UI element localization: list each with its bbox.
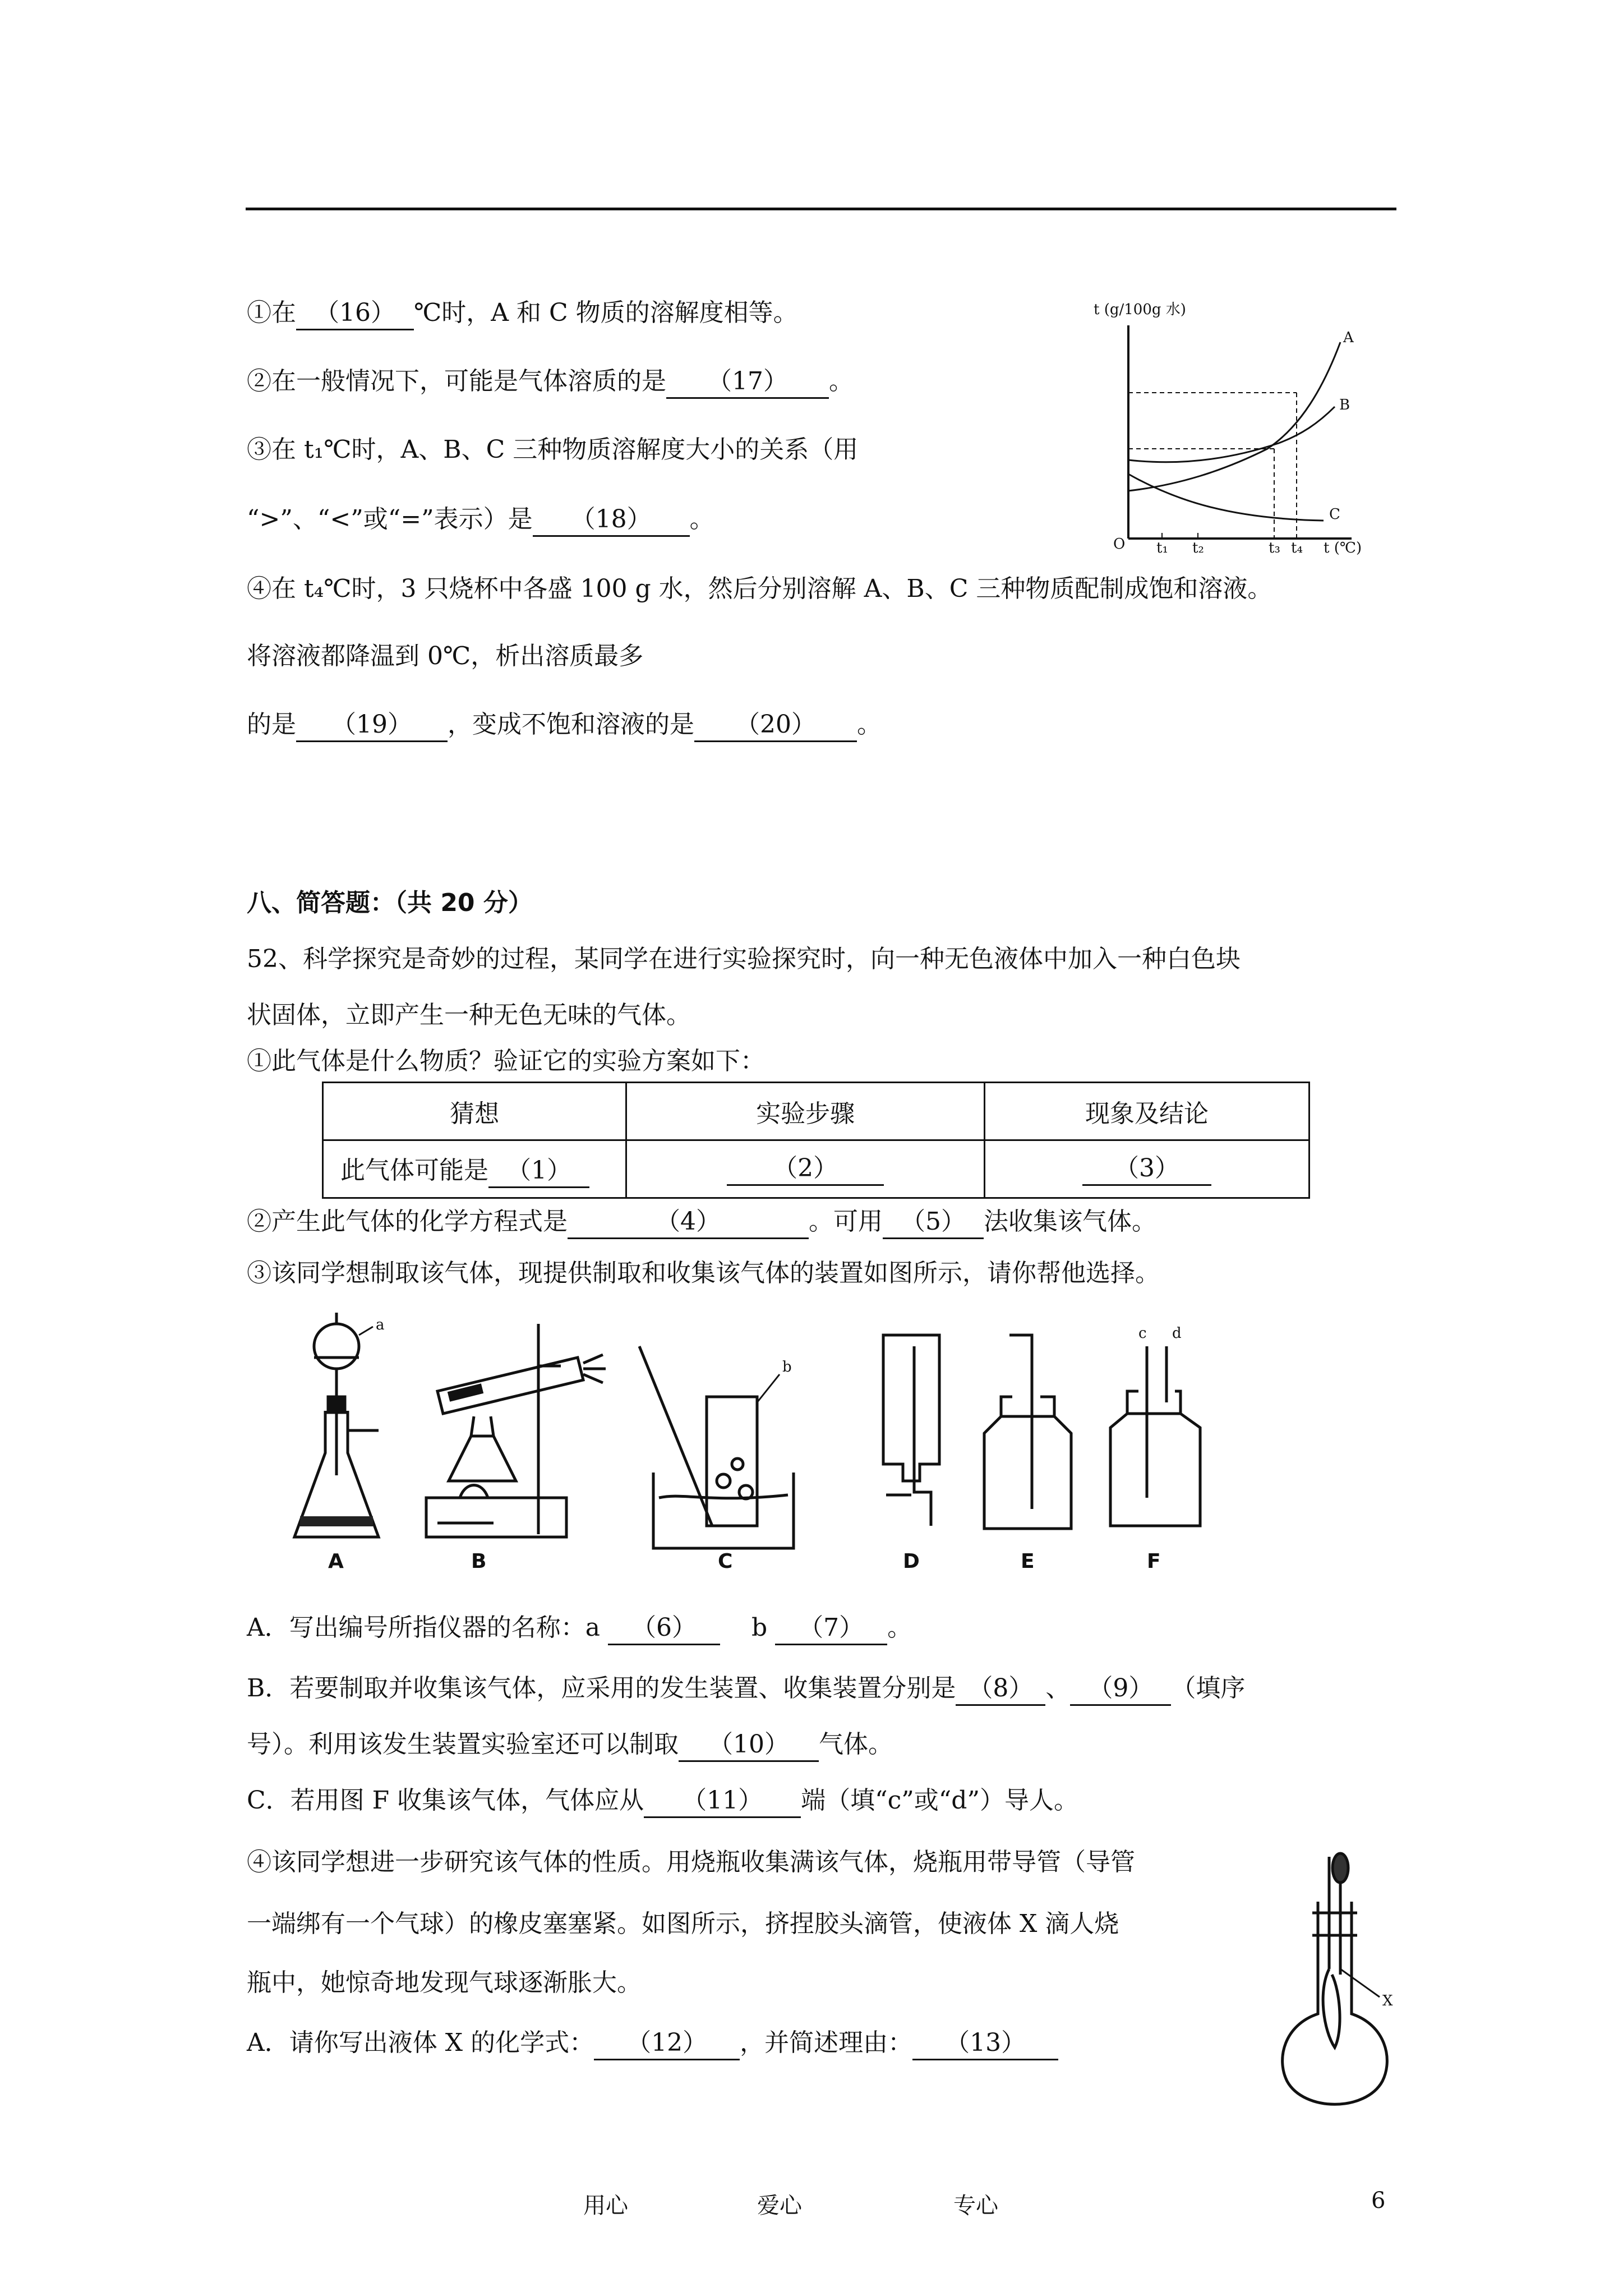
apparatus-b — [426, 1324, 606, 1537]
apparatus-c — [639, 1346, 794, 1548]
blank-10[interactable]: （10） — [679, 1729, 819, 1762]
blank-3[interactable]: （3） — [1082, 1153, 1211, 1186]
chart-ylabel: t (g/100g 水) — [1094, 301, 1186, 318]
tick-t4: t₄ — [1291, 540, 1303, 555]
curve-c — [1128, 474, 1324, 521]
q16-line: ①在 （16） ℃时，A 和 C 物质的溶解度相等。 — [247, 296, 798, 330]
mark-c: c — [1138, 1325, 1147, 1342]
table-cell-guess: 此气体可能是 （1） — [323, 1140, 626, 1198]
apparatus-f — [1110, 1346, 1200, 1526]
blank-7[interactable]: （7） — [775, 1612, 887, 1645]
tick-t1: t₁ — [1156, 540, 1168, 555]
q52-line-2: 状固体，立即产生一种无色无味的气体。 — [247, 1001, 691, 1029]
blank-18[interactable]: （18） — [533, 504, 690, 537]
q52-a-line: A．写出编号所指仪器的名称：a （6） b （7） 。 — [247, 1611, 912, 1645]
q17-line: ②在一般情况下，可能是气体溶质的是 （17） 。 — [247, 365, 854, 399]
label-c-apparatus: C — [718, 1550, 733, 1573]
label-e-apparatus: E — [1021, 1550, 1035, 1573]
table-header-result: 现象及结论 — [985, 1083, 1310, 1140]
footer-word-1: 用心 — [583, 2193, 628, 2219]
apparatus-figure — [280, 1313, 1234, 1576]
tick-t2: t₂ — [1192, 540, 1204, 555]
q52-4-line-3: 瓶中，她惊奇地发现气球逐渐胀大。 — [247, 1968, 642, 1997]
table-cell-steps — [626, 1140, 985, 1198]
curve-b — [1128, 407, 1335, 462]
blank-6[interactable]: （6） — [608, 1612, 720, 1645]
flask-figure — [1251, 1846, 1430, 2126]
q52-b-line-2: 号）。利用该发生装置实验室还可以制取 （10） 气体。 — [247, 1728, 893, 1762]
label-b-apparatus: B — [471, 1550, 487, 1573]
section-heading: 八、简答题：（共 20 分） — [247, 889, 533, 917]
apparatus-d — [883, 1335, 939, 1526]
flask-label-x: X — [1382, 1993, 1393, 2009]
label-d-apparatus: D — [903, 1550, 920, 1573]
footer-word-3: 专心 — [953, 2193, 998, 2219]
blank-9[interactable]: （9） — [1070, 1673, 1171, 1706]
mark-b: b — [782, 1359, 792, 1375]
q52-x-line: A．请你写出液体 X 的化学式： （12） ，并简述理由： （13） — [247, 2026, 1058, 2060]
q52-c-line: C．若用图 F 收集该气体，气体应从 （11） 端（填“c”或“d”）导人。 — [247, 1784, 1078, 1818]
q52-line-3: ①此气体是什么物质？验证它的实验方案如下： — [247, 1047, 765, 1075]
blank-20[interactable]: （20） — [694, 709, 857, 742]
q52-b-line-1: B．若要制取并收集该气体，应采用的发生装置、收集装置分别是 （8） 、 （9） （填序 — [247, 1672, 1245, 1706]
label-f-apparatus: F — [1147, 1550, 1161, 1573]
q19-line-3: 的是 （19） ，变成不饱和溶液的是 （20） 。 — [247, 708, 882, 742]
blank-17[interactable]: （17） — [666, 366, 829, 399]
q52-apparatus-line: ③该同学想制取该气体，现提供制取和收集该气体的装置如图所示，请你帮他选择。 — [247, 1259, 1160, 1287]
table-cell-result — [985, 1140, 1310, 1198]
q52-4-line-2: 一端绑有一个气球）的橡皮塞塞紧。如图所示，挤捏胶头滴管，使液体 X 滴人烧 — [247, 1910, 1119, 1938]
q18-line-2: “>”、“<”或“=”表示）是 （18） 。 — [247, 503, 714, 537]
mark-a: a — [376, 1317, 385, 1333]
q52-4-line-1: ④该同学想进一步研究该气体的性质。用烧瓶收集满该气体，烧瓶用带导管（导管 — [247, 1848, 1135, 1876]
chart-xlabel: t (℃) — [1324, 540, 1362, 555]
q18-line-1: ③在 t₁℃时，A、B、C 三种物质溶解度大小的关系（用 — [247, 435, 859, 464]
table-header-steps: 实验步骤 — [626, 1083, 985, 1140]
tick-t3: t₃ — [1269, 540, 1280, 555]
solubility-chart — [1088, 292, 1380, 555]
label-c: C — [1329, 506, 1340, 523]
apparatus-a — [294, 1313, 379, 1537]
experiment-table — [322, 1082, 1310, 1199]
blank-16[interactable]: （16） — [296, 297, 414, 330]
blank-5[interactable]: （5） — [883, 1206, 984, 1239]
blank-1[interactable]: （1） — [488, 1155, 589, 1188]
chart-origin: O — [1113, 536, 1126, 553]
table-header-guess: 猜想 — [323, 1083, 626, 1140]
footer-word-2: 爱心 — [757, 2193, 802, 2219]
q19-line-2: 将溶液都降温到 0℃，析出溶质最多 — [247, 642, 644, 670]
q52-equation-line: ②产生此气体的化学方程式是 （4） 。可用 （5） 法收集该气体。 — [247, 1205, 1156, 1239]
q52-line-1: 52、科学探究是奇妙的过程，某同学在进行实验探究时，向一种无色液体中加入一种白色块 — [247, 945, 1241, 973]
mark-d: d — [1172, 1325, 1182, 1342]
blank-8[interactable]: （8） — [956, 1673, 1045, 1706]
blank-11[interactable]: （11） — [644, 1785, 801, 1818]
curve-a — [1128, 342, 1340, 491]
q19-line-1: ④在 t₄℃时，3 只烧杯中各盛 100 g 水，然后分别溶解 A、B、C 三种物质配制成饱和溶液。 — [247, 574, 1272, 603]
blank-19[interactable]: （19） — [296, 709, 448, 742]
blank-4[interactable]: （4） — [568, 1206, 809, 1239]
header-rule — [246, 208, 1396, 210]
page-number: 6 — [1371, 2188, 1386, 2214]
blank-13[interactable]: （13） — [912, 2027, 1058, 2060]
blank-2[interactable]: （2） — [727, 1153, 884, 1186]
blank-12[interactable]: （12） — [594, 2027, 740, 2060]
apparatus-e — [984, 1335, 1071, 1529]
label-b: B — [1339, 397, 1350, 413]
label-a: A — [1343, 329, 1354, 346]
label-a-apparatus: A — [328, 1550, 344, 1573]
